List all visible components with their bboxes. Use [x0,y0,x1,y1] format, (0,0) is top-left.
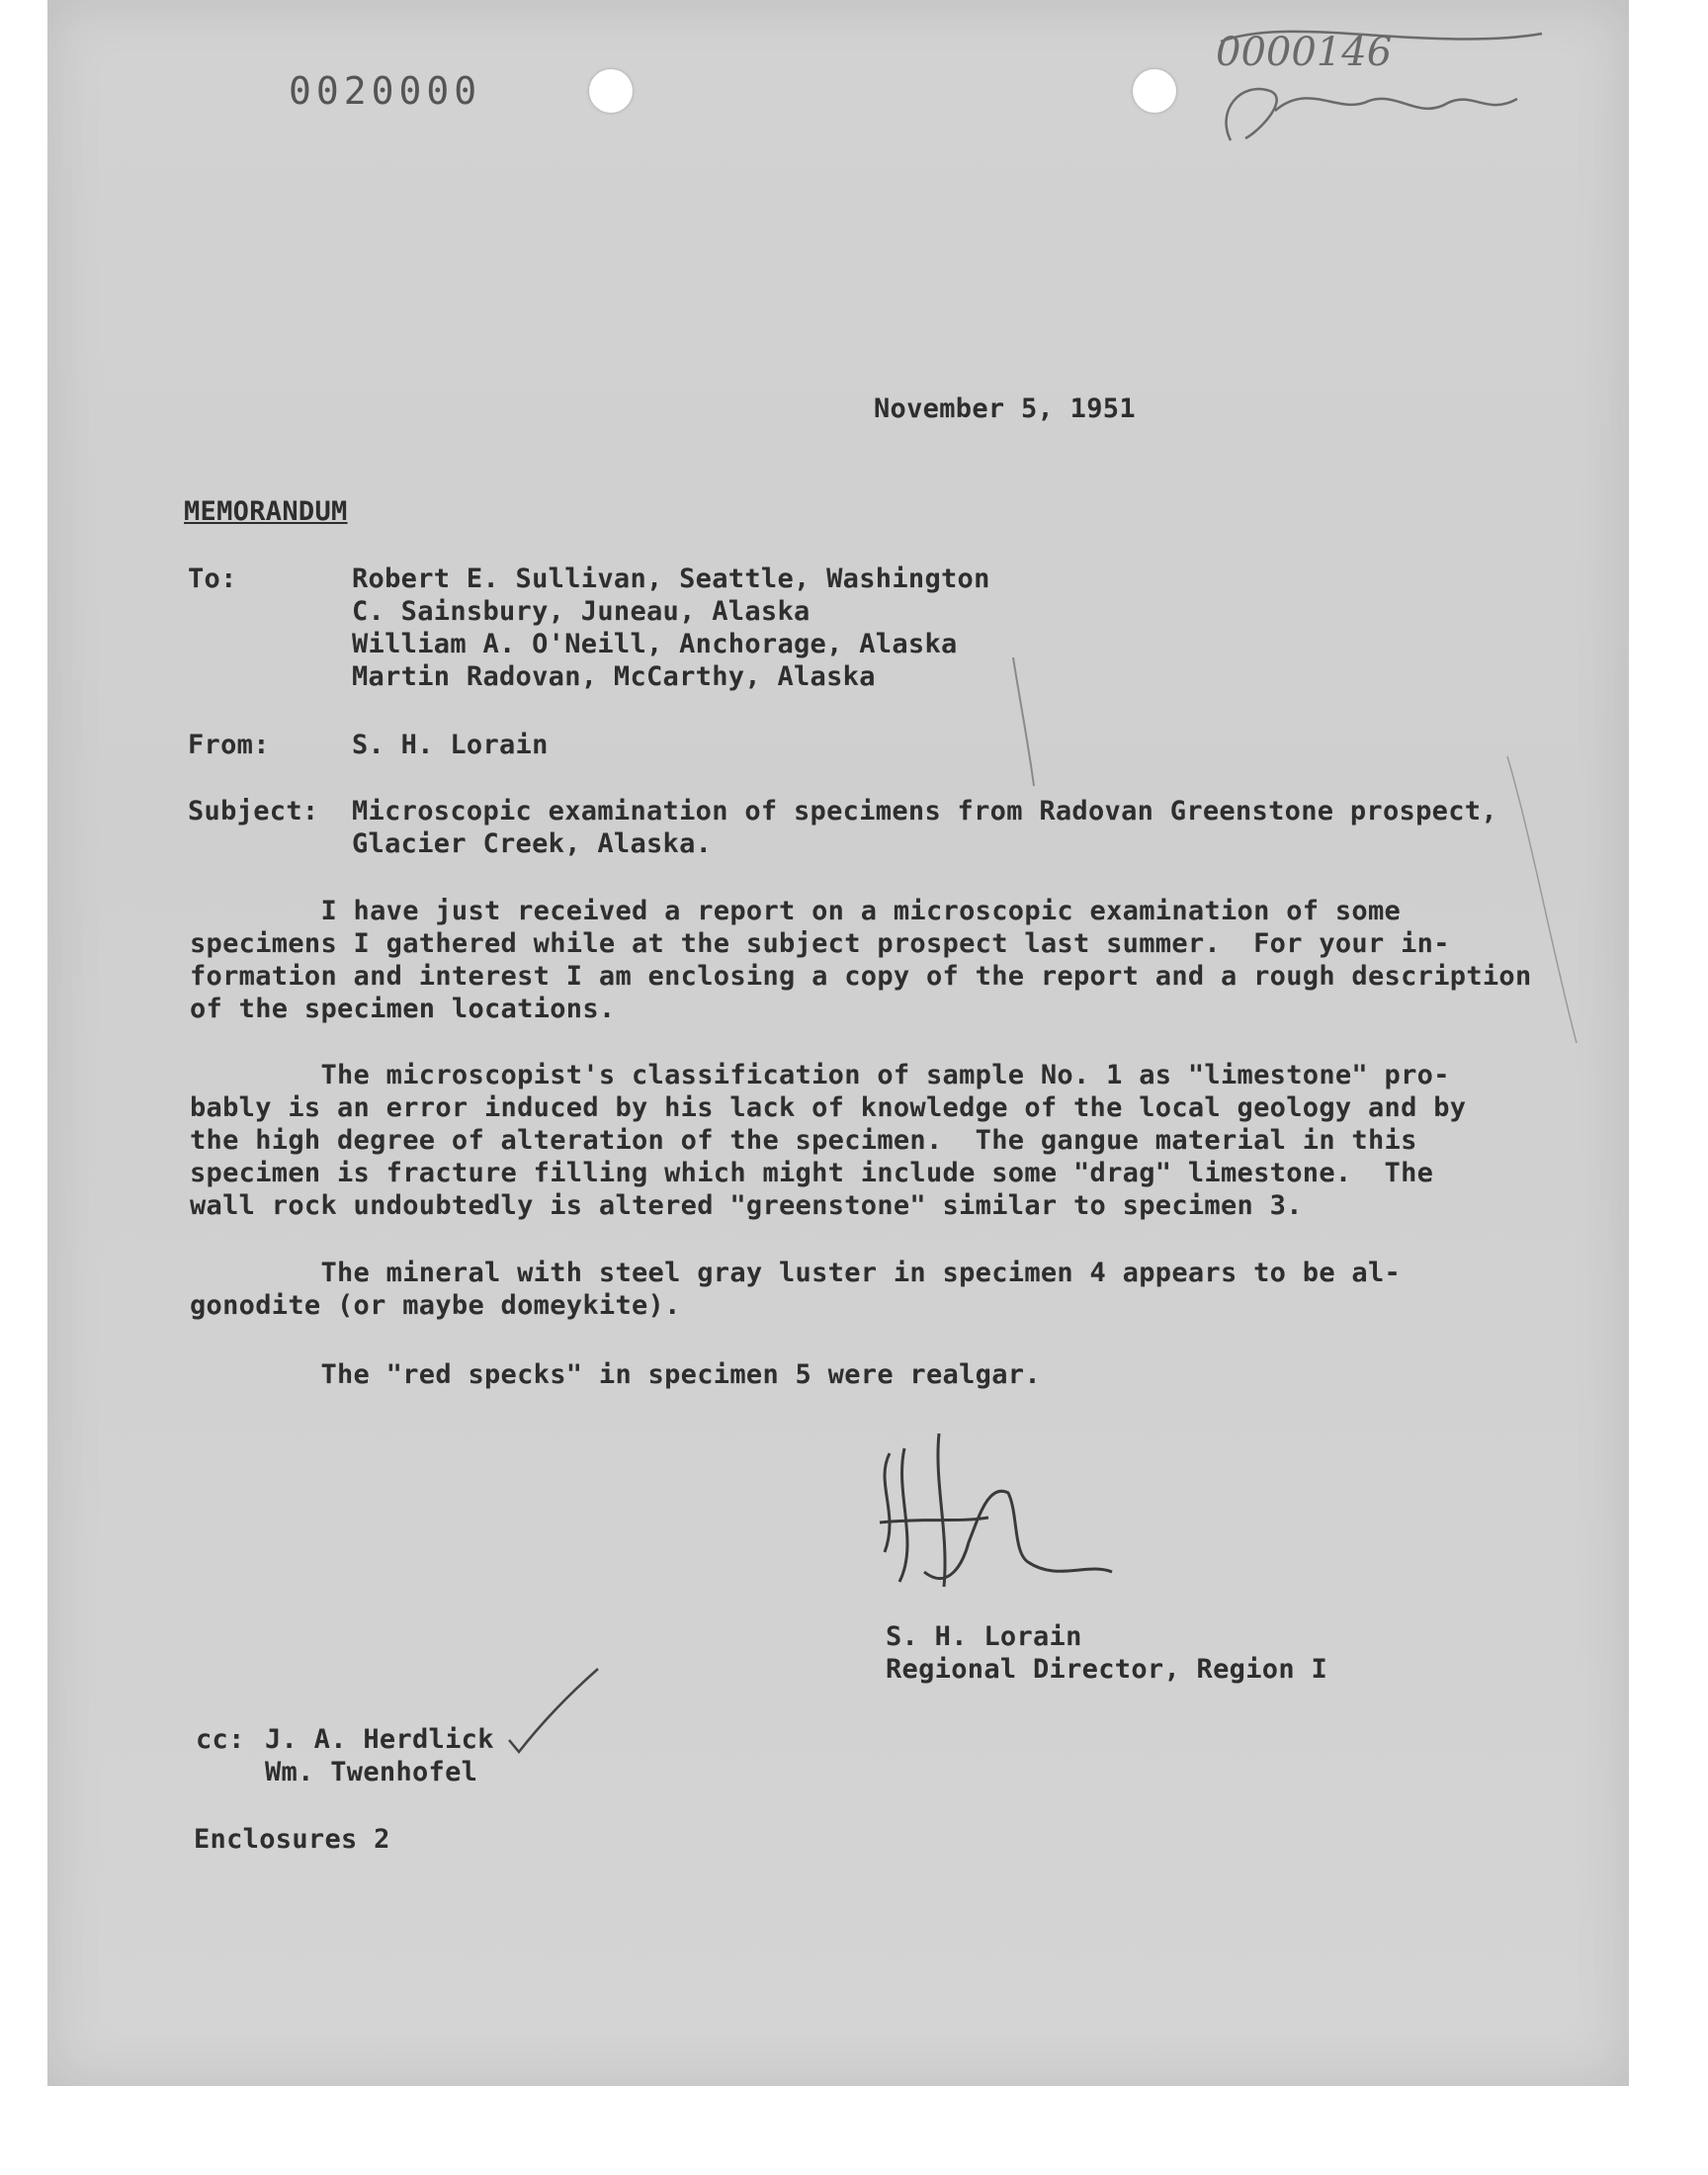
body-line: of the specimen locations. [190,994,616,1024]
body-line: specimens I gathered while at the subject prospect last summer. For your in- [190,928,1450,959]
subject-line: Glacier Creek, Alaska. [352,828,713,859]
recipient-line: William A. O'Neill, Anchorage, Alaska [352,629,958,659]
punch-hole-right [1133,69,1176,113]
recipient-line: Martin Radovan, McCarthy, Alaska [352,661,876,692]
body-line: I have just received a report on a microscopic examination of some [190,896,1402,926]
body-line: The "red specks" in specimen 5 were realgar. [190,1359,1041,1390]
handwritten-signature-icon [870,1424,1127,1602]
scan-streak-icon [1008,652,1038,791]
recipient-line: Robert E. Sullivan, Seattle, Washington [352,564,990,594]
body-line: gonodite (or maybe domeykite). [190,1290,681,1321]
document-number: 0020000 [289,69,482,113]
memo-heading: MEMORANDUM [184,496,348,527]
body-line: wall rock undoubtedly is altered "greenstone" similar to specimen 3. [190,1190,1303,1221]
punch-hole-left [589,69,633,113]
body-line: specimen is fracture filling which might include some "drag" limestone. The [190,1158,1434,1188]
subject-line: Microscopic examination of specimens from Radovan Greenstone prospect, [352,796,1497,826]
body-line: The mineral with steel gray luster in specimen 4 appears to be al- [190,1258,1402,1288]
scan-streak-icon [1502,751,1581,1048]
handwritten-initials-icon [1201,22,1557,150]
to-label: To: [188,564,237,594]
memo-date: November 5, 1951 [874,393,1136,424]
recipient-line: C. Sainsbury, Juneau, Alaska [352,596,811,627]
body-line: the high degree of alteration of the specimen. The gangue material in this [190,1125,1417,1156]
cc-name: J. A. Herdlick [265,1724,494,1755]
signer-name: S. H. Lorain [886,1621,1082,1652]
signer-title: Regional Director, Region I [886,1654,1327,1685]
subject-label: Subject: [188,796,319,826]
body-line: formation and interest I am enclosing a copy of the report and a rough description [190,961,1532,992]
checkmark-icon [504,1661,603,1760]
handwritten-note: 0000146 [1216,30,1393,75]
body-line: bably is an error induced by his lack of knowledge of the local geology and by [190,1092,1467,1123]
enclosures-note: Enclosures 2 [194,1824,390,1855]
from-name: S. H. Lorain [352,730,549,760]
cc-name: Wm. Twenhofel [265,1757,478,1787]
body-line: The microscopist's classification of sample No. 1 as "limestone" pro- [190,1060,1450,1090]
cc-label: cc: [196,1724,245,1755]
from-label: From: [188,730,270,760]
